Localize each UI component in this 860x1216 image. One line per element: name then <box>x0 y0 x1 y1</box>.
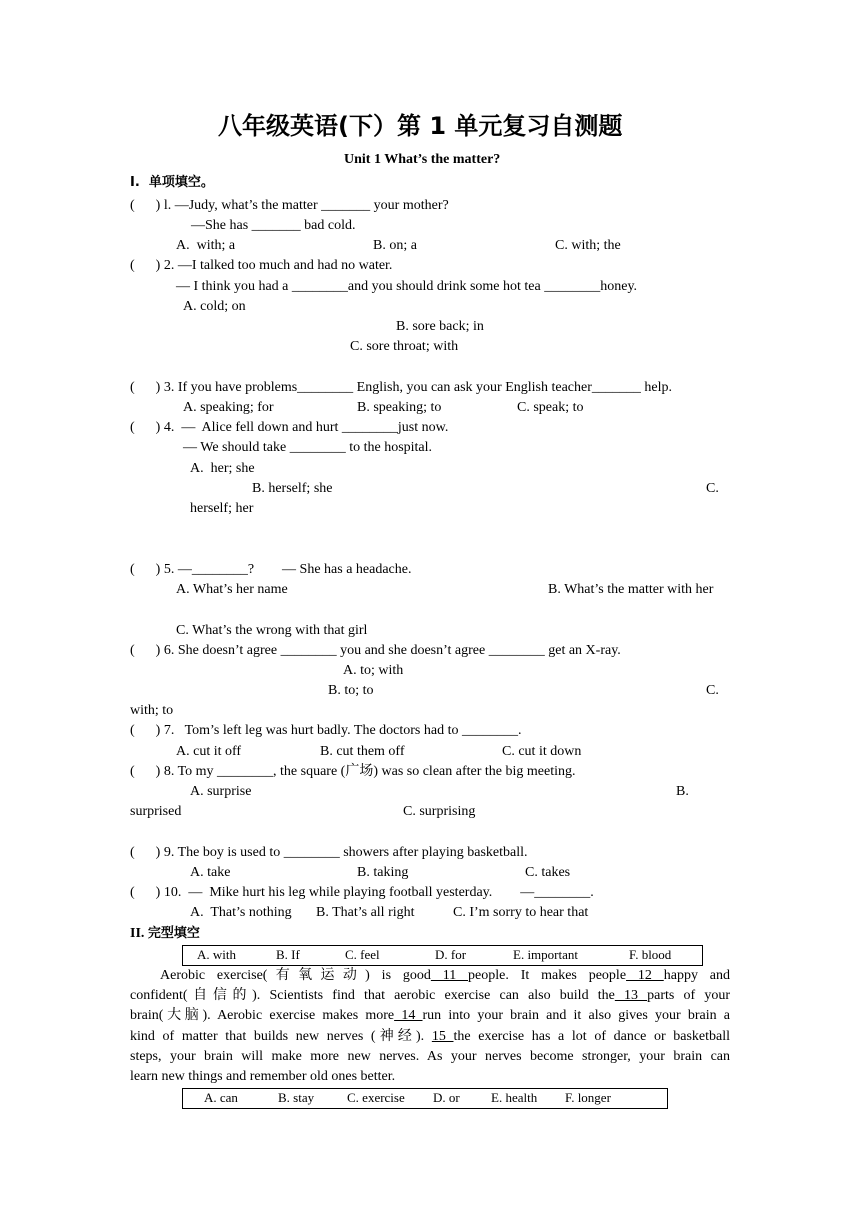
section1-heading: I. 单项填空。 <box>130 175 214 190</box>
q6-option-c-text: with; to <box>130 703 174 718</box>
word-box-2-item: D. or <box>433 1090 460 1105</box>
q2-option-b: B. sore back; in <box>396 319 484 334</box>
passage-line-2: confident(自信的). Scientists find that aerobic exercise can also build the 13 parts of your <box>130 988 730 1004</box>
q6-option-c-label: C. <box>706 683 719 698</box>
q4-option-c-label: C. <box>706 481 719 496</box>
word-box-1 <box>182 945 703 966</box>
blank-15[interactable]: 15 <box>431 1028 454 1044</box>
blank-11[interactable]: 11 <box>430 968 469 983</box>
word-box-1-item: B. If <box>276 947 300 962</box>
q3-option-b: B. speaking; to <box>357 400 442 415</box>
q4-option-b: B. herself; she <box>252 481 333 496</box>
passage-line-3: brain(大脑). Aerobic exercise makes more 14 run into your brain and it also gives your brain a <box>130 1008 731 1024</box>
q4-option-a: A. her; she <box>190 461 255 476</box>
q3-stem: ( ) 3. If you have problems________ English, you can ask your English teacher_______ help. <box>130 380 673 395</box>
q1-option-a: A. with; a <box>176 238 236 253</box>
q10-option-b: B. That’s all right <box>316 905 415 920</box>
word-box-2-item: A. can <box>204 1090 238 1105</box>
q10-option-a: A. That’s nothing <box>190 905 292 920</box>
word-box-2-item: C. exercise <box>347 1090 405 1105</box>
q3-option-c: C. speak; to <box>517 400 584 415</box>
passage-line-1: Aerobic exercise(有氧运动) is good 11 people. It makes people 12 happy and <box>160 968 731 983</box>
q6-option-a: A. to; with <box>343 663 404 678</box>
q4-option-c-text: herself; her <box>190 501 254 516</box>
q6-option-b: B. to; to <box>328 683 374 698</box>
word-box-1-item: F. blood <box>629 947 672 962</box>
q1-line2: —She has _______ bad cold. <box>191 218 356 233</box>
passage-line-5: steps, your brain will make more new nerves. As your nerves become stronger, your brain can <box>130 1048 730 1064</box>
blank-14[interactable]: 14 <box>394 1008 423 1024</box>
page-title: 八年级英语(下）第 1 单元复习自测题 <box>218 112 623 140</box>
blank-12[interactable]: 12 <box>626 968 664 983</box>
word-box-2-item: E. health <box>491 1090 538 1105</box>
q7-option-b: B. cut them off <box>320 744 405 759</box>
passage-line-6: learn new things and remember old ones better. <box>130 1068 396 1084</box>
q5-option-c: C. What’s the wrong with that girl <box>176 623 368 638</box>
word-box-2-item: B. stay <box>278 1090 315 1105</box>
section2-heading: II. 完型填空 <box>130 926 200 941</box>
page-subtitle: Unit 1 What’s the matter? <box>344 152 501 167</box>
q9-stem: ( ) 9. The boy is used to ________ showers after playing basketball. <box>130 845 528 860</box>
q5-option-a: A. What’s her name <box>176 582 288 597</box>
q10-stem: ( ) 10. — Mike hurt his leg while playing football yesterday. —________. <box>130 885 594 900</box>
word-box-1-item: C. feel <box>345 947 380 962</box>
q2-line2: — I think you had a ________and you should drink some hot tea ________honey. <box>176 279 638 294</box>
q1-option-b: B. on; a <box>373 238 417 253</box>
q9-option-c: C. takes <box>525 865 571 880</box>
q8-option-b-text: surprised <box>130 804 182 819</box>
q8-option-b-label: B. <box>676 784 689 799</box>
q4-stem: ( ) 4. — Alice fell down and hurt ________just now. <box>130 420 449 435</box>
word-box-1-item: E. important <box>513 947 578 962</box>
q9-option-a: A. take <box>190 865 231 880</box>
q2-option-a: A. cold; on <box>183 299 246 314</box>
q9-option-b: B. taking <box>357 865 409 880</box>
q4-line2: — We should take ________ to the hospital. <box>183 440 433 455</box>
q7-option-c: C. cut it down <box>502 744 582 759</box>
q10-option-c: C. I’m sorry to hear that <box>453 905 589 920</box>
word-box-2 <box>182 1088 668 1109</box>
q2-stem: ( ) 2. —I talked too much and had no water. <box>130 258 393 273</box>
q5-stem: ( ) 5. —________? — She has a headache. <box>130 562 412 577</box>
q8-stem: ( ) 8. To my ________, the square (广场) was so clean after the big meeting. <box>130 764 576 779</box>
q2-option-c: C. sore throat; with <box>350 339 459 354</box>
q7-option-a: A. cut it off <box>176 744 242 759</box>
q1-option-c: C. with; the <box>555 238 621 253</box>
word-box-1-item: D. for <box>435 947 467 962</box>
q6-stem: ( ) 6. She doesn’t agree ________ you and she doesn’t agree ________ get an X-ray. <box>130 643 621 658</box>
q8-option-a: A. surprise <box>190 784 252 799</box>
q3-option-a: A. speaking; for <box>183 400 274 415</box>
q8-option-c: C. surprising <box>403 804 476 819</box>
q1-stem: ( ) l. —Judy, what’s the matter _______ your mother? <box>130 198 449 213</box>
blank-13[interactable]: 13 <box>614 988 648 1004</box>
cloze-passage <box>130 966 730 1087</box>
q7-stem: ( ) 7. Tom’s left leg was hurt badly. The doctors had to ________. <box>130 723 522 738</box>
q5-option-b: B. What’s the matter with her <box>548 582 714 597</box>
word-box-1-item: A. with <box>197 947 236 962</box>
passage-line-4: kind of matter that builds new nerves (神经). 15 the exercise has a lot of dance or basketball <box>130 1028 731 1044</box>
word-box-2-item: F. longer <box>565 1090 611 1105</box>
